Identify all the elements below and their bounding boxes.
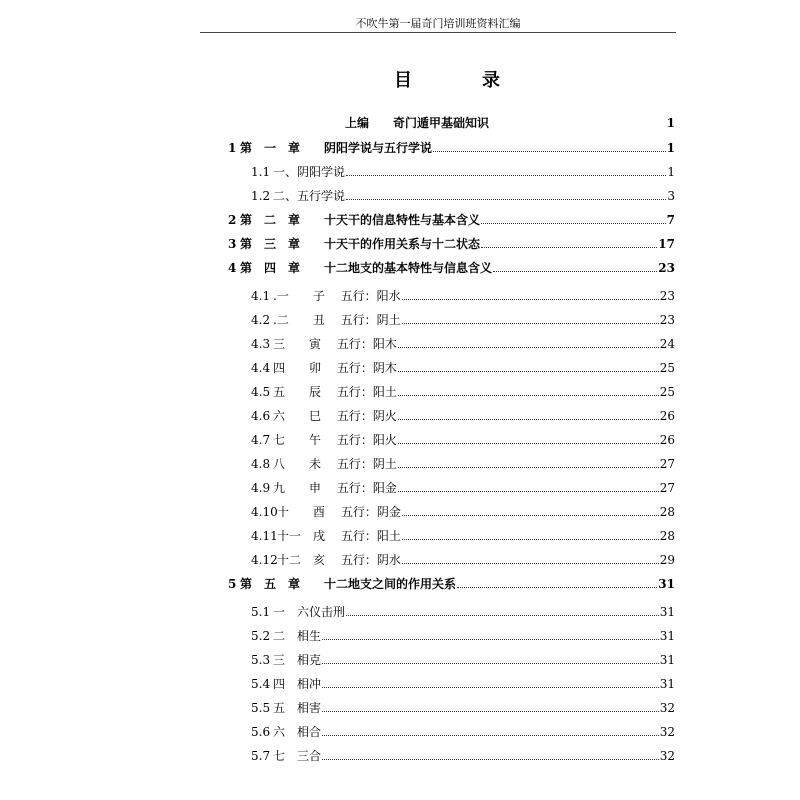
toc-entry-title: 六 巳 五行：阴火 (273, 409, 397, 423)
toc-entry-page: 27 (659, 457, 675, 471)
running-header: 不吹牛第一届奇门培训班资料汇编 (355, 17, 521, 30)
toc-entry-title: 四 卯 五行：阴木 (273, 361, 397, 375)
toc-leader (402, 299, 659, 300)
toc-entry-number: 4.1 (251, 289, 271, 303)
toc-leader (398, 443, 659, 444)
toc-entry-number: 4.9 (251, 481, 271, 495)
toc-entry-page: 1 (667, 165, 675, 179)
toc-entry-number: 4.5 (251, 385, 271, 399)
toc-entry-title: 五 辰 五行：阳土 (273, 385, 397, 399)
toc-entry-title: .一 子 五行：阳水 (273, 289, 401, 303)
toc-section-4-2[interactable] (251, 309, 675, 327)
toc-section-5-4[interactable] (251, 673, 675, 691)
toc-entry-page: 32 (659, 749, 675, 763)
toc-entry-title: .二 丑 五行：阴土 (273, 313, 401, 327)
toc-entry-title: 第 一 章 阴阳学说与五行学说 (240, 141, 433, 155)
toc-leader (481, 247, 657, 248)
toc-entry-title: 九 申 五行：阳金 (273, 481, 397, 495)
toc-entry-number: 5.1 (251, 605, 271, 619)
toc-leader (481, 223, 666, 224)
toc-section-5-2[interactable] (251, 625, 675, 643)
toc-entry-number: 4.2 (251, 313, 271, 327)
toc-chapter-3[interactable] (228, 233, 675, 251)
toc-entry-title: 第 五 章 十二地支之间的作用关系 (240, 577, 457, 591)
toc-leader (398, 491, 659, 492)
toc-title: 目 录 (394, 70, 526, 91)
toc-entry-number: 1 (228, 141, 237, 155)
toc-leader (322, 735, 659, 736)
toc-entry-number: 5.4 (251, 677, 271, 691)
toc-entry-number: 4.6 (251, 409, 271, 423)
toc-entry-number: 5.2 (251, 629, 271, 643)
toc-entry-title: 四 相冲 (273, 677, 322, 691)
toc-leader (398, 371, 659, 372)
toc-entry-page: 25 (659, 361, 675, 375)
toc-entry-title: 十一 戌 五行：阳土 (277, 529, 401, 543)
toc-section-4-12[interactable] (251, 549, 675, 567)
toc-entry-title: 八 未 五行：阴土 (273, 457, 397, 471)
toc-entry-number: 4.7 (251, 433, 271, 447)
toc-section-4-8[interactable] (251, 453, 675, 471)
toc-entry-page: 7 (666, 213, 675, 227)
toc-leader (322, 639, 659, 640)
toc-leader (402, 563, 659, 564)
toc-entry-title: 第 三 章 十天干的作用关系与十二状态 (240, 237, 481, 251)
toc-entry-number: 5.3 (251, 653, 271, 667)
toc-entry-page: 23 (659, 289, 675, 303)
toc-entry-page: 25 (659, 385, 675, 399)
toc-entry-page: 23 (659, 313, 675, 327)
toc-entry-page: 32 (659, 701, 675, 715)
toc-entry-number: 4.3 (251, 337, 271, 351)
toc-leader (398, 347, 659, 348)
toc-leader (322, 711, 659, 712)
toc-leader (398, 419, 659, 420)
toc-chapter-1[interactable] (228, 137, 675, 155)
toc-leader (433, 151, 666, 152)
toc-section-4-4[interactable] (251, 357, 675, 375)
toc-entry-page: 1 (666, 116, 675, 130)
toc-entry-page: 28 (659, 505, 675, 519)
toc-leader (322, 759, 659, 760)
toc-entry-page: 32 (659, 725, 675, 739)
toc-entry-number: 5 (228, 577, 237, 591)
toc-entry-title: 五 相害 (273, 701, 322, 715)
toc-part-entry[interactable] (345, 112, 675, 130)
toc-entry-page: 27 (659, 481, 675, 495)
toc-leader (322, 663, 659, 664)
toc-leader (402, 323, 659, 324)
toc-entry-title: 二 相生 (273, 629, 322, 643)
toc-entry-number: 5.6 (251, 725, 271, 739)
toc-entry-title: 十 酉 五行：阴金 (277, 505, 401, 519)
toc-entry-page: 31 (659, 629, 675, 643)
toc-chapter-4[interactable] (228, 257, 675, 275)
toc-entry-page: 31 (659, 653, 675, 667)
toc-entry-page: 24 (659, 337, 675, 351)
toc-entry-title: 六 相合 (273, 725, 322, 739)
toc-section-5-1[interactable] (251, 601, 675, 619)
toc-leader (457, 587, 657, 588)
toc-entry-page: 31 (659, 677, 675, 691)
toc-section-5-3[interactable] (251, 649, 675, 667)
toc-entry-title: 二、五行学说 (273, 189, 346, 203)
toc-leader (398, 467, 659, 468)
toc-entry-page: 1 (666, 141, 675, 155)
toc-section-1-2[interactable] (251, 185, 675, 203)
toc-leader (398, 395, 659, 396)
toc-section-4-3[interactable] (251, 333, 675, 351)
toc-entry-title: 第 二 章 十天干的信息特性与基本含义 (240, 213, 481, 227)
toc-leader (493, 271, 657, 272)
toc-chapter-2[interactable] (228, 209, 675, 227)
toc-section-4-6[interactable] (251, 405, 675, 423)
toc-entry-page: 23 (658, 261, 675, 275)
toc-entry-number: 4.10 (251, 505, 278, 519)
toc-entry-page: 3 (667, 189, 675, 203)
toc-entry-title: 十二 亥 五行：阴水 (277, 553, 401, 567)
toc-leader (322, 687, 659, 688)
toc-entry-number: 4.4 (251, 361, 271, 375)
toc-leader (346, 199, 666, 200)
toc-section-4-10[interactable] (251, 501, 675, 519)
toc-entry-title: 一、阴阳学说 (273, 165, 346, 179)
toc-entry-number: 2 (228, 213, 237, 227)
toc-entry-page: 31 (658, 577, 675, 591)
toc-entry-number: 3 (228, 237, 237, 251)
toc-entry-title: 一 六仪击刑 (273, 605, 346, 619)
toc-entry-number: 1.1 (251, 165, 271, 179)
toc-leader (346, 615, 659, 616)
toc-section-4-7[interactable] (251, 429, 675, 447)
toc-section-5-6[interactable] (251, 721, 675, 739)
toc-entry-title: 七 午 五行：阳火 (273, 433, 397, 447)
toc-section-1-1[interactable] (251, 161, 675, 179)
toc-entry-number: 4.8 (251, 457, 271, 471)
toc-section-4-11[interactable] (251, 525, 675, 543)
toc-entry-number: 5.5 (251, 701, 271, 715)
toc-chapter-5[interactable] (228, 573, 675, 591)
toc-entry-number: 4 (228, 261, 237, 275)
toc-section-4-9[interactable] (251, 477, 675, 495)
toc-entry-page: 17 (658, 237, 675, 251)
toc-entry-page: 26 (659, 409, 675, 423)
toc-entry-page: 26 (659, 433, 675, 447)
toc-entry-page: 31 (659, 605, 675, 619)
toc-entry-number: 4.11 (251, 529, 278, 543)
toc-entry-title: 三 相克 (273, 653, 322, 667)
toc-entry-title: 三 寅 五行：阳木 (273, 337, 397, 351)
toc-leader (402, 539, 659, 540)
toc-entry-title: 七 三合 (273, 749, 322, 763)
toc-entry-number: 5.7 (251, 749, 271, 763)
toc-entry-page: 28 (659, 529, 675, 543)
toc-section-4-5[interactable] (251, 381, 675, 399)
header-rule (200, 32, 676, 33)
toc-entry-title: 上编 奇门遁甲基础知识 (345, 116, 490, 130)
toc-entry-title: 第 四 章 十二地支的基本特性与信息含义 (240, 261, 493, 275)
toc-leader (402, 515, 659, 516)
toc-section-4-1[interactable] (251, 285, 675, 303)
toc-entry-number: 1.2 (251, 189, 271, 203)
toc-section-5-5[interactable] (251, 697, 675, 715)
toc-entry-number: 4.12 (251, 553, 278, 567)
toc-entry-page: 29 (659, 553, 675, 567)
toc-leader (346, 175, 666, 176)
toc-section-5-7[interactable] (251, 745, 675, 763)
